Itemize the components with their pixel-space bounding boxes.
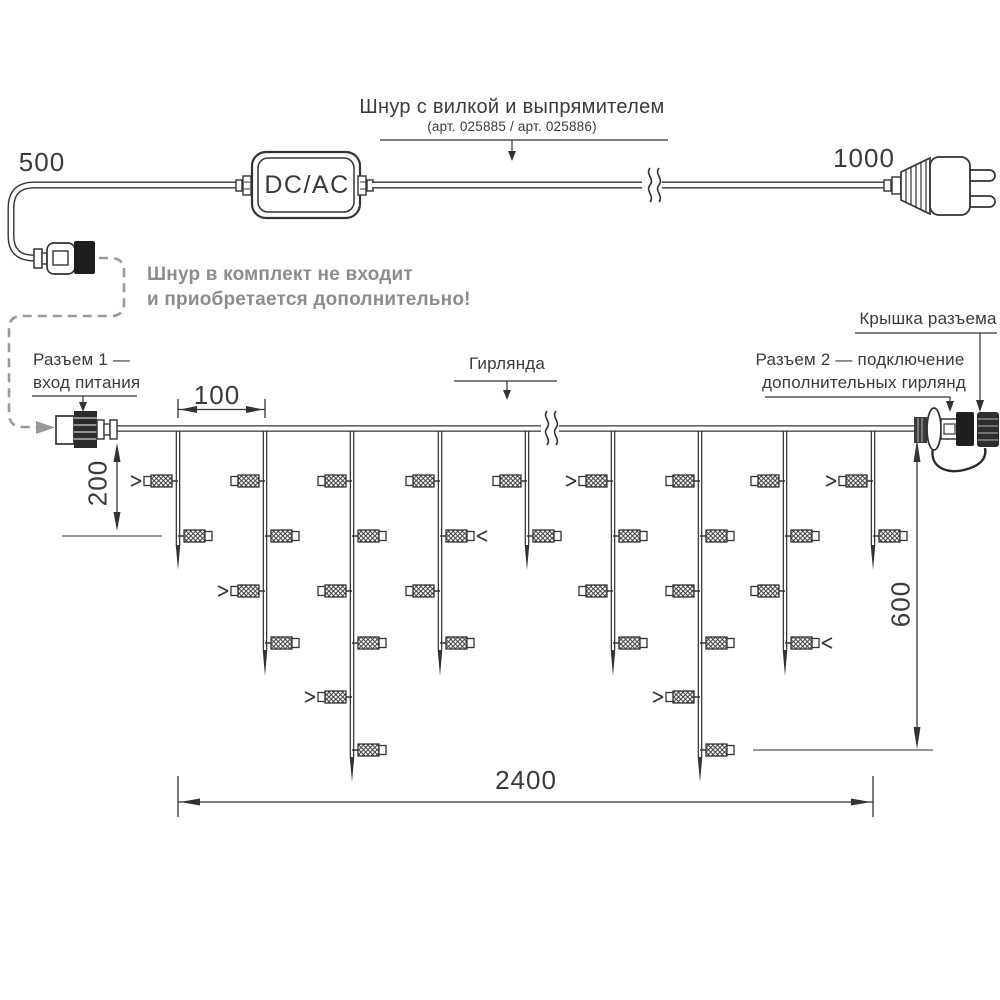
led-bulb-icon — [566, 475, 613, 487]
garland-strand — [751, 427, 832, 676]
led-bulb-icon — [666, 475, 700, 487]
led-bulb-icon — [406, 585, 440, 597]
garland-strand — [653, 427, 734, 782]
strand-tip-icon — [176, 545, 181, 570]
led-bulb-icon — [751, 475, 785, 487]
led-bulb-icon — [613, 530, 647, 542]
cap-label: Крышка разъема — [859, 309, 997, 328]
bulb-pointer-icon — [653, 692, 663, 702]
led-bulb-icon — [527, 530, 561, 542]
power-cord-connector-icon — [34, 241, 95, 274]
connector1-icon — [56, 411, 117, 448]
led-bulb-icon — [231, 475, 265, 487]
connector2-icon — [914, 408, 985, 471]
led-bulb-icon — [440, 530, 487, 542]
led-bulb-icon — [265, 530, 299, 542]
led-bulb-icon — [700, 637, 734, 649]
bulb-pointer-icon — [218, 586, 228, 596]
dim-600-label: 600 — [885, 580, 916, 628]
wire-break-icon — [546, 411, 558, 445]
garland-strand — [406, 427, 487, 676]
strand-tip-icon — [263, 650, 268, 676]
garland-leader — [454, 381, 557, 400]
cord-label-line1: Шнур с вилкой и выпрямителем — [359, 96, 665, 118]
bulb-pointer-icon — [477, 531, 487, 541]
garland-strand — [218, 427, 299, 676]
led-bulb-icon — [613, 637, 647, 649]
led-bulb-icon — [218, 585, 265, 597]
garland-strand — [305, 427, 386, 782]
led-bulb-icon — [579, 585, 613, 597]
connector1-label-line1: Разъем 1 — — [33, 350, 131, 369]
bulb-pointer-icon — [822, 638, 832, 648]
led-bulb-icon — [785, 637, 832, 649]
strand-tip-icon — [611, 650, 616, 676]
dim-500-label: 500 — [18, 147, 66, 177]
led-bulb-icon — [352, 530, 386, 542]
connector2-label-line1: Разъем 2 — подключение — [755, 350, 965, 369]
connector2-label-line2: дополнительных гирлянд — [762, 373, 966, 392]
bulb-pointer-icon — [305, 692, 315, 702]
strand-tip-icon — [525, 545, 530, 570]
strand-tip-icon — [871, 545, 876, 570]
led-bulb-icon — [653, 691, 700, 703]
led-bulb-icon — [131, 475, 178, 487]
garland-label: Гирлянда — [468, 354, 546, 373]
connector-cap-icon — [977, 412, 999, 447]
dim-100-label: 100 — [193, 380, 241, 410]
garland-strands — [131, 427, 907, 782]
led-bulb-icon — [265, 637, 299, 649]
strand-tip-icon — [698, 757, 703, 782]
led-bulb-icon — [440, 637, 474, 649]
garland-strand — [826, 427, 907, 570]
led-bulb-icon — [700, 744, 734, 756]
garland-group — [32, 333, 999, 817]
strand-tip-icon — [783, 650, 788, 676]
dim-2400-label: 2400 — [495, 765, 557, 795]
cord-label-line2: (арт. 025885 / арт. 025886) — [427, 119, 597, 134]
garland-strand — [131, 427, 212, 570]
cable-break-icon — [649, 168, 661, 202]
power-plug-icon — [884, 157, 995, 215]
strand-tip-icon — [438, 650, 443, 676]
led-bulb-icon — [700, 530, 734, 542]
bulb-pointer-icon — [131, 476, 141, 486]
dashed-arrowhead-icon — [36, 421, 55, 434]
strand-tip-icon — [350, 757, 355, 782]
garland-strand — [566, 427, 647, 676]
bulb-pointer-icon — [826, 476, 836, 486]
bulb-pointer-icon — [566, 476, 576, 486]
led-bulb-icon — [406, 475, 440, 487]
connector1-leader — [32, 396, 137, 412]
led-bulb-icon — [318, 475, 352, 487]
note-line2: и приобретается дополнительно! — [147, 289, 471, 310]
led-bulb-icon — [751, 585, 785, 597]
dim-200-label: 200 — [82, 459, 113, 507]
led-bulb-icon — [493, 475, 527, 487]
led-bulb-icon — [318, 585, 352, 597]
connector1-label-line2: вход питания — [33, 373, 141, 392]
dim-1000-label: 1000 — [833, 143, 895, 173]
led-bulb-icon — [666, 585, 700, 597]
led-bulb-icon — [352, 744, 386, 756]
led-bulb-icon — [873, 530, 907, 542]
cord-label-leader — [380, 140, 668, 161]
connector2-leader — [765, 397, 954, 412]
led-bulb-icon — [826, 475, 873, 487]
led-bulb-icon — [352, 637, 386, 649]
note-line1: Шнур в комплект не входит — [147, 264, 413, 285]
led-bulb-icon — [305, 691, 352, 703]
garland-strand — [493, 427, 561, 570]
led-bulb-icon — [178, 530, 212, 542]
led-bulb-icon — [785, 530, 819, 542]
dashed-route — [9, 258, 124, 427]
dc-ac-label: DC/AC — [264, 171, 350, 199]
